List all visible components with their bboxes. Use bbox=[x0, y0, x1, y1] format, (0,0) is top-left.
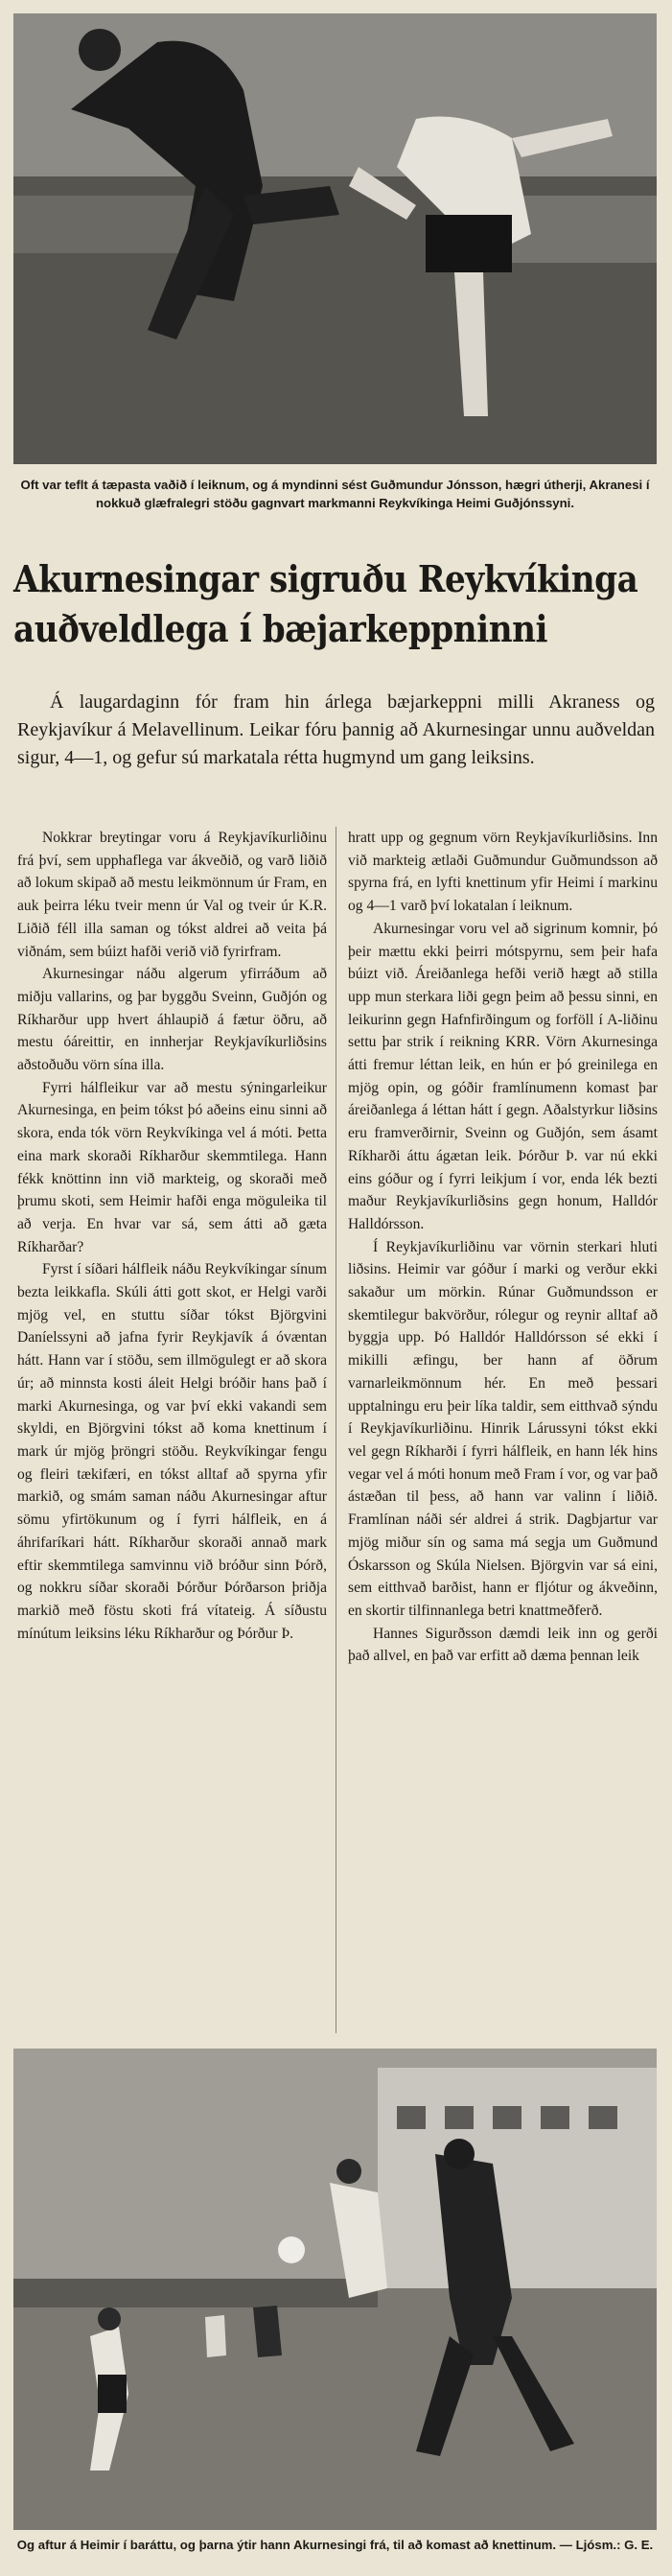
right-paragraph: hratt upp og gegnum vörn Reykjavíkurliðsins. Inn við markteig ætlaði Guðmundur Guðmundsson að spyrna frá, en lyfti knettinum yfir Heimi í markinu og 4—1 varð því lokatalan í leiknum. bbox=[348, 830, 658, 915]
photo-top-caption: Oft var teflt á tæpasta vaðið í leiknum, og á myndinni sést Guðmundur Jónsson, hægri útherji, Akranesi í nokkuð glæfralegri stöðu gagnvart markmanni Reykvíkinga Heimi Guðjónssyni. bbox=[20, 478, 650, 510]
right-paragraph: Hannes Sigurðsson dæmdi leik inn og gerði það allvel, en það var erfitt að dæma þennan leik bbox=[348, 1625, 658, 1665]
right-paragraph: Í Reykjavíkurliðinu var vörnin sterkari hluti liðsins. Heimir var góður í marki og verður ekki sakaður um mörkin. Rúnar Guðmundsson er skemtilegur bakvörður, rólegur og reynir alltaf að byggja upp. Þó Halldór Halldórsson sé ekki í mikilli æfingu, ber hann af öðrum varnarleikmönnum hér. En með þessari upptalningu eru þeir líka taldir, sem eitthvað sýndu í Reykjavíkurliðinu. Hinrik Lárussyni tókst ekki vel gegn Ríkharði í fyrri hálfleik, en hann lék hins vegar vel á móti honum með Fram í vor, og var það ástæðan til þess, að hann var valinn í liðið. Framlínan náði sér aldrei á strik. Dagbjartur var mjög miður sín og sama má segja um Guðmund Óskarsson og Skúla Nielsen. Björgvin var sá eini, sem eitthvað barðist, hann er fljótur og ákveðinn, en skortir tilfinnanlega betri knattmeðferð. bbox=[348, 1238, 658, 1619]
left-paragraph: Nokkrar breytingar voru á Reykjavíkurliðinu frá því, sem upphaflega var ákveðið, og varð liðið að lokum skipað að mestu leikmönnum úr Fram, en auk þeirra léku tveir menn úr Val og tveir úr K.R. Liðið féll illa saman og tókst aldrei að veita þá viðnám, sem búizt hafði verið við fyrirfram. bbox=[17, 830, 327, 960]
right-paragraph: Akurnesingar voru vel að sigrinum komnir, þó þeir mættu ekki þeirri mótspyrnu, sem þeir hafa búizt við. Áreiðanlega hefði verið hægt að stilla upp mun sterkara liði gegn þeim að þessu sinni, en leikurinn gegn Hafnfirðingum og forföll í A-liðinu settu þar strik í reikning KRR. Vörn Akurnesinga átti fremur léttan leik, en hún er þó greinilega en mjög opin, og góðir framlínumenn komast þar áreiðanlega á léttan hátt í gegn. Aðalstyrkur liðsins eru framverðirnir, Sveinn og Guðjón, sem ásamt Ríkharði áttu ágætan leik. Þórður Þ. var nú ekki eins góður og í fyrri leikjum í vor, enda lék bezti maður Reykjavíkurliðsins gegn honum, Halldór Halldórsson. bbox=[348, 920, 658, 1232]
left-paragraph: Akurnesingar náðu algerum yfirráðum að miðju vallarins, og þar byggðu Sveinn, Guðjón og Ríkharður upp hvert áhlaupið á fætur öðru, að mestu óáreittir, en innherjar Reykjavíkurliðsins aðstoðuðu vörn sína illa. bbox=[17, 966, 327, 1074]
left-paragraph: Fyrri hálfleikur var að mestu sýningarleikur Akurnesinga, en þeim tókst þó aðeins einu sinni að skora, enda tók vörn Reykvíkinga vel á móti. Þetta eina mark skoraði Ríkharður skemmtilega. Hann fékk knöttinn inn við markteig, og skoraði með þrumu skoti, sem Heimir hafði enga möguleika til að verja. En hvar var sá, sem átti að gæta Ríkharðar? bbox=[17, 1079, 327, 1255]
article-right-column bbox=[348, 827, 658, 1668]
photo-bottom bbox=[13, 2049, 657, 2530]
photo-bottom-caption: Og aftur á Heimir í baráttu, og þarna ýtir hann Akurnesingi frá, til að komast að knettinum. — Ljósm.: G. E. bbox=[16, 2538, 654, 2552]
photo-top bbox=[13, 13, 657, 464]
photo-bottom-illustration bbox=[13, 2049, 657, 2530]
article-lede: Á laugardaginn fór fram hin árlega bæjarkeppni milli Akraness og Reykjavíkur á Melavellinum. Leikar fóru þannig að Akurnesingar unnu auðveldan sigur, 4—1, og gefur sú markatala rétta hugmynd um gang leiksins. bbox=[17, 691, 655, 768]
left-paragraph: Fyrst í síðari hálfleik náðu Reykvíkingar sínum bezta leikkafla. Skúli átti gott skot, er Helgi varði mjög vel, en stuttu síðar tókst Björgvini Daníelssyni að jafna fyrir Reykjavík á óvæntan hátt. Hann var í stöðu, sem illmögulegt er að skora úr; að minnsta kosti áleit Helgi bróðir hans það í marki Akurnesinga, og var því ekki vakandi sem skyldi, en Björgvini tókst að koma knettinum í mark úr mjög þröngri stöðu. Reykvíkingar fengu og fleiri tækifæri, en tókst alltaf að spyrna yfir markið, og smám saman náðu Akurnesingar aftur sömu yfirtökunum og í fyrri hálfleik, en á áhrifaríkari hátt. Ríkharður skoraði annað mark eftir skemmtilega samvinnu við bróður sinn Þórð, og nokkru síðar skoraði Þórður Þórðarson þriðja markið með föstu skoti frá vítateig. Á síðustu mínútum leiksins léku Ríkharður og Þórður Þ. bbox=[17, 1261, 327, 1642]
photo-top-illustration bbox=[13, 13, 657, 464]
article-headline: Akurnesingar sigruðu Reykvíkinga auðveldlega í bæjarkeppninni bbox=[13, 557, 638, 650]
article-left-column bbox=[17, 827, 327, 1645]
